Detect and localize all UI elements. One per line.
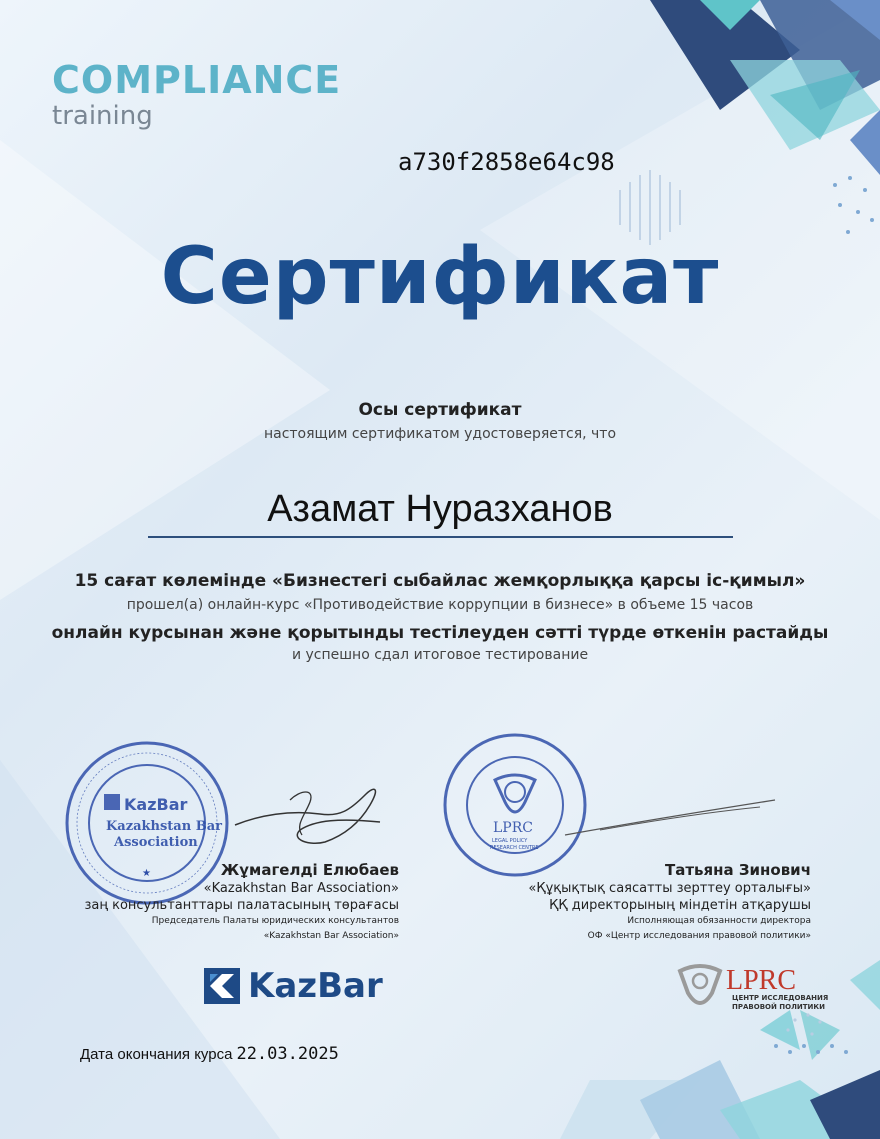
result-ru: и успешно сдал итоговое тестирование bbox=[291, 647, 589, 663]
kazbar-logo-text: KazBar bbox=[248, 966, 383, 1006]
signatory-right-org-ru: ОФ «Центр исследования правовой политики» bbox=[587, 931, 811, 941]
intro-ru: настоящим сертификатом удостоверяется, что bbox=[263, 426, 617, 442]
compliance-training-logo bbox=[52, 60, 341, 130]
svg-text:RESEARCH CENTRE: RESEARCH CENTRE bbox=[490, 845, 539, 851]
signatory-right-position-ru: Исполняющая обязанности директора bbox=[627, 916, 811, 926]
completion-date-value: 22.03.2025 bbox=[236, 1044, 339, 1064]
signatory-right-position-kz: ҚҚ директорының міндетін атқарушы bbox=[549, 898, 811, 913]
lprc-logo-graphic bbox=[676, 963, 829, 1013]
kazbar-logo bbox=[204, 966, 383, 1006]
completion-date-label: Дата окончания курса bbox=[80, 1046, 233, 1063]
svg-text:LEGAL POLICY: LEGAL POLICY bbox=[492, 838, 528, 844]
course-ru: прошел(а) онлайн-курс «Противодействие коррупции в бизнесе» в объеме 15 часов bbox=[126, 597, 754, 613]
signatory-left-block bbox=[39, 860, 399, 944]
signatory-left-org-kz: «Kazakhstan Bar Association» bbox=[203, 881, 399, 896]
signatory-right-block bbox=[451, 860, 811, 944]
signatory-right-org-kz: «Құқықтық саясатты зерттеу орталығы» bbox=[528, 881, 811, 896]
signatory-left-position-ru: Председатель Палаты юридических консультантов bbox=[151, 916, 399, 926]
kazbar-logo-icon bbox=[204, 968, 240, 1004]
certificate-title: Сертификат bbox=[160, 232, 720, 322]
lprc-logo-sub1: ЦЕНТР ИССЛЕДОВАНИЯ bbox=[732, 994, 829, 1002]
logo-sub-text: training bbox=[52, 101, 153, 131]
logo-main-text: COMPLIANCE bbox=[52, 58, 342, 102]
result-kz: онлайн курсынан және қорытынды тестілеуден сәтті түрде өткенін растайды bbox=[51, 623, 829, 643]
svg-text:Kazakhstan Bar: Kazakhstan Bar bbox=[106, 819, 222, 834]
lprc-logo-text: LPRC bbox=[726, 965, 797, 996]
svg-text:Association: Association bbox=[114, 835, 198, 850]
certificate-id: a730f2858e64c98 bbox=[398, 148, 615, 176]
svg-text:LPRC: LPRC bbox=[493, 820, 533, 836]
signatory-right-name: Татьяна Зинович bbox=[664, 861, 811, 879]
signatory-left-org-ru: «Kazakhstan Bar Association» bbox=[263, 931, 399, 941]
signatory-left-position-kz: заң консультанттары палатасының төрағасы bbox=[84, 898, 399, 913]
completion-date bbox=[80, 1044, 339, 1064]
name-underline bbox=[148, 536, 733, 538]
recipient-name: Азамат Нуразханов bbox=[267, 488, 613, 530]
intro-kz: Осы сертификат bbox=[358, 400, 522, 420]
svg-text:★: ★ bbox=[142, 868, 151, 879]
course-kz: 15 сағат көлемінде «Бизнестегі сыбайлас жемқорлыққа қарсы іс-қимыл» bbox=[74, 571, 806, 591]
lprc-logo-sub2: ПРАВОВОЙ ПОЛИТИКИ bbox=[732, 1003, 825, 1011]
signature-right bbox=[560, 795, 780, 845]
signature-left bbox=[230, 780, 390, 850]
svg-text:KazBar: KazBar bbox=[124, 795, 188, 814]
lprc-logo bbox=[676, 963, 829, 1017]
signatory-left-name: Жұмагелді Елюбаев bbox=[220, 861, 399, 879]
